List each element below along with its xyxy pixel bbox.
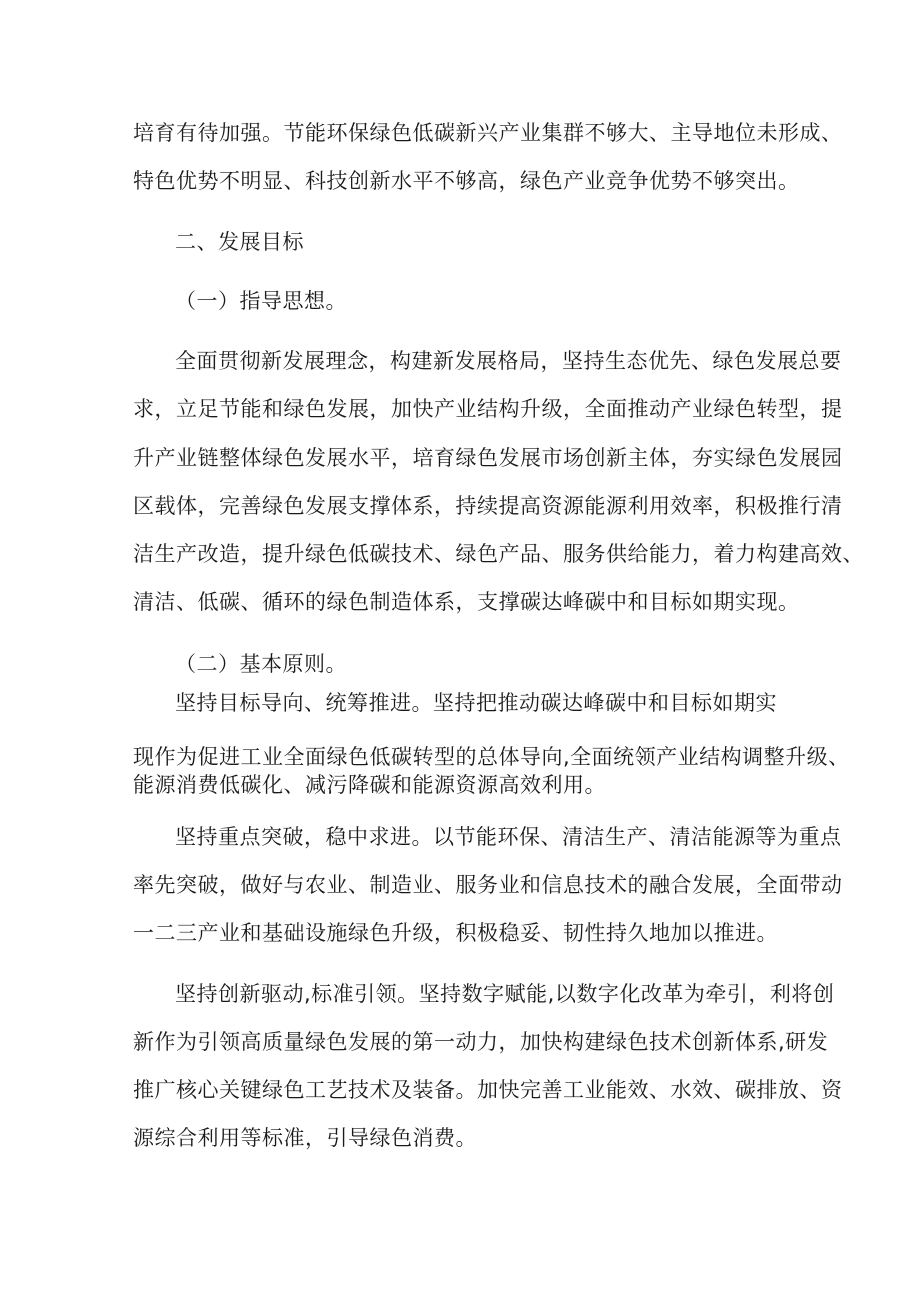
paragraph-2-line-1: 全面贯彻新发展理念，构建新发展格局，坚持生态优先、绿色发展总要 [175,349,842,373]
paragraph-2-line-4: 区载体，完善绿色发展支撑体系，持续提高资源能源利用效率，积极推行清 [133,494,843,518]
paragraph-1-line-2: 特色优势不明显、科技创新水平不够高，绿色产业竞争优势不够突出。 [133,169,800,193]
paragraph-4-line-3: 一二三产业和基础设施绿色升级，积极稳妥、韧性持久地加以推进。 [133,921,778,945]
paragraph-2-line-5: 洁生产改造，提升绿色低碳技术、绿色产品、服务供给能力，着力构建高效、 [133,542,864,566]
paragraph-4-line-1: 坚持重点突破，稳中求进。以节能环保、清洁生产、清洁能源等为重点 [175,825,842,849]
paragraph-3-line-2: 现作为促进工业全面绿色低碳转型的总体导向,全面统领产业结构调整升级、 [133,745,850,769]
subheading-basic-principles: （二）基本原则。 [175,652,347,676]
paragraph-3-line-3: 能源消费低碳化、减污降碳和能源资源高效利用。 [133,773,606,797]
paragraph-2-line-2: 求，立足节能和绿色发展，加快产业结构升级，全面推动产业绿色转型，提 [133,397,843,421]
paragraph-1-line-1: 培育有待加强。节能环保绿色低碳新兴产业集群不够大、主导地位未形成、 [133,121,843,145]
paragraph-5-line-1: 坚持创新驱动,标准引领。坚持数字赋能,以数字化改革为牵引，利将创 [175,982,835,1006]
section-heading-development-goals: 二、发展目标 [175,230,304,254]
paragraph-5-line-3: 推广核心关键绿色工艺技术及装备。加快完善工业能效、水效、碳排放、资 [133,1078,843,1102]
paragraph-4-line-2: 率先突破，做好与农业、制造业、服务业和信息技术的融合发展，全面带动 [133,873,843,897]
paragraph-2-line-6: 清洁、低碳、循环的绿色制造体系，支撑碳达峰碳中和目标如期实现。 [133,590,800,614]
paragraph-3-line-1: 坚持目标导向、统筹推进。坚持把推动碳达峰碳中和目标如期实 [175,691,777,715]
paragraph-2-line-3: 升产业链整体绿色发展水平，培育绿色发展市场创新主体，夯实绿色发展园 [133,446,843,470]
paragraph-5-line-4: 源综合利用等标准，引导绿色消费。 [133,1126,477,1150]
subheading-guiding-ideology: （一）指导思想。 [175,289,347,313]
paragraph-5-line-2: 新作为引领高质量绿色发展的第一动力，加快构建绿色技术创新体系,研发 [133,1030,829,1054]
